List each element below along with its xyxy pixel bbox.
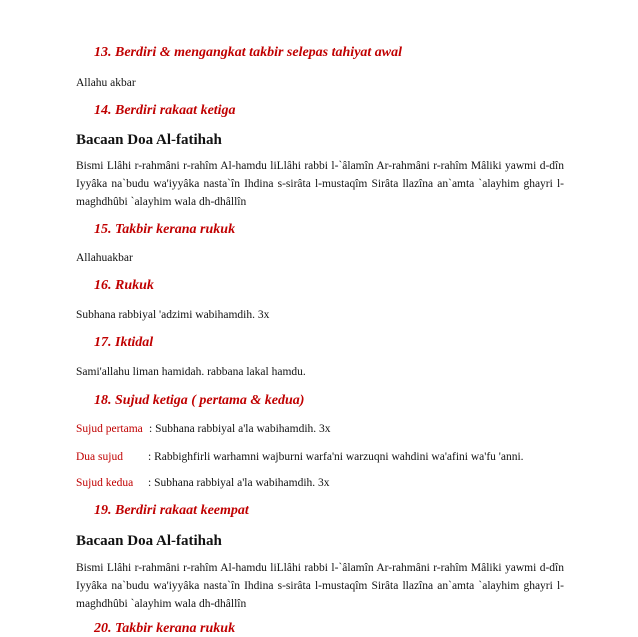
text-16: Subhana rabbiyal 'adzimi wabihamdih. 3x [76, 309, 270, 321]
heading-16: 16. Rukuk [94, 278, 154, 293]
text-13: Allahu akbar [76, 77, 136, 89]
dua-sujud-text: : Rabbighfirli warhamni wajburni warfa'ni warzuqni wahdini wa'afini wa'fu 'anni. [148, 451, 524, 463]
subheading-fatihah-2: Bacaan Doa Al-fatihah [76, 533, 222, 549]
fatihah-paragraph-1: Bismi Llâhi r-rahmâni r-rahîm Al-hamdu liLlâhi rabbi l-`âlamîn Ar-rahmâni r-rahîm Mâliki yawmi d-dîn Iyyâka na`budu wa'iyyâka nasta`în Ihdina s-sirâta l-mustaqîm Sirâta llazîna an`amta `alayhim ghayri l-maghdhûbi `alayhim wala dh-dhâllîn [76, 160, 564, 208]
sujud-pertama-text: : Subhana rabbiyal a'la wabihamdih. 3x [149, 423, 331, 435]
heading-15: 15. Takbir kerana rukuk [94, 222, 236, 237]
fatihah-paragraph-2: Bismi Llâhi r-rahmâni r-rahîm Al-hamdu liLlâhi rabbi l-`âlamîn Ar-rahmâni r-rahîm Mâliki yawmi d-dîn Iyyâka na`budu wa'iyyâka nasta`în Ihdina s-sirâta l-mustaqîm Sirâta llazîna an`amta `alayhim ghayri l-maghdhûbi `alayhim wala dh-dhâllîn [76, 562, 564, 610]
dua-sujud-label: Dua sujud [76, 451, 123, 463]
text-17: Sami'allahu liman hamidah. rabbana lakal hamdu. [76, 366, 306, 378]
sujud-kedua-text: : Subhana rabbiyal a'la wabihamdih. 3x [148, 477, 330, 489]
text-15: Allahuakbar [76, 252, 133, 264]
heading-20: 20. Takbir kerana rukuk [94, 621, 236, 636]
heading-13: 13. Berdiri & mengangkat takbir selepas tahiyat awal [94, 45, 403, 60]
sujud-pertama-label: Sujud pertama [76, 423, 143, 435]
heading-19: 19. Berdiri rakaat keempat [94, 503, 249, 518]
heading-14: 14. Berdiri rakaat ketiga [94, 103, 236, 118]
heading-17: 17. Iktidal [94, 335, 154, 350]
subheading-fatihah-1: Bacaan Doa Al-fatihah [76, 132, 222, 148]
sujud-kedua-label: Sujud kedua [76, 477, 134, 489]
heading-18: 18. Sujud ketiga ( pertama & kedua) [94, 393, 305, 408]
